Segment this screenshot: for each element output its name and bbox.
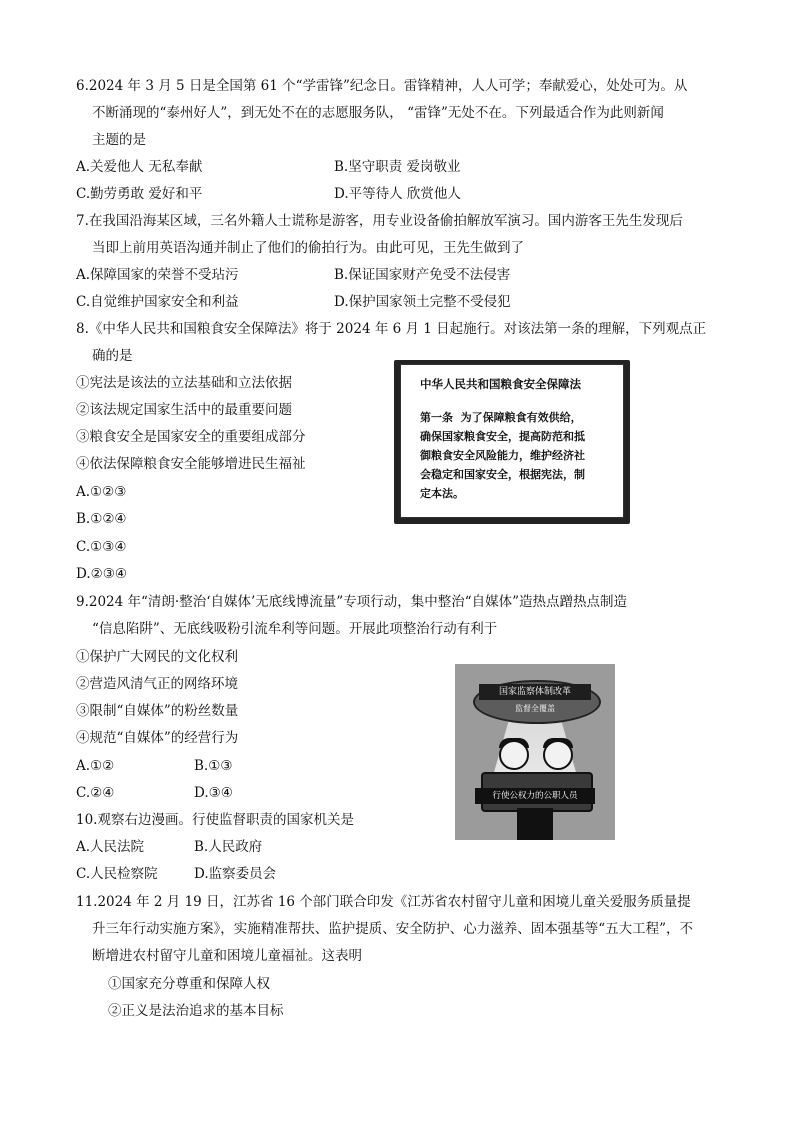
q6-stem-line-3: 主题的是 <box>92 132 146 148</box>
supervision-cartoon <box>455 664 615 840</box>
cartoon-banner: 国家监察体制改革 <box>479 684 591 700</box>
q10-option-a: A.人民法院 <box>76 839 145 855</box>
book-text: 第一条 为了保障粮食有效供给， 确保国家粮食安全，提高防范和抵 御粮食安全风险能力，维护经济社 会稳定和国家安全，根据宪法，制 定本法。 <box>420 411 585 500</box>
q11-stem-line-1: 11.2024 年 2 月 19 日，江苏省 16 个部门联合印发《江苏省农村留守儿童和困境儿童关爱服务质量提 <box>76 894 691 910</box>
q10-stem: 10.观察右边漫画。行使监督职责的国家机关是 <box>76 812 354 828</box>
q9-statement-2: ②营造风清气正的网络环境 <box>76 676 238 692</box>
q9-statement-1: ①保护广大网民的文化权利 <box>76 649 238 665</box>
q6-option-a: A.关爱他人 无私奉献 <box>76 159 203 175</box>
q8-statement-4: ④依法保障粮食安全能够增进民生福祉 <box>76 456 306 472</box>
cartoon-desk-plate: 行使公权力的公职人员 <box>475 788 595 804</box>
q10-option-b: B.人民政府 <box>194 839 263 855</box>
q9-stem-line-1: 9.2024 年“清朗·整治‘自媒体’无底线博流量”专项行动，集中整治“自媒体”造热点蹭热点制造 <box>76 594 628 610</box>
q9-statement-4: ④规范“自媒体”的经营行为 <box>76 730 239 746</box>
q8-stem-line-1: 8.《中华人民共和国粮食安全保障法》将于 2024 年 6 月 1 日起施行。对该法第一条的理解，下列观点正 <box>76 321 707 337</box>
q7-option-a: A.保障国家的荣誉不受玷污 <box>76 267 239 283</box>
q8-statement-3: ③粮食安全是国家安全的重要组成部分 <box>76 429 306 445</box>
q6-option-b: B.坚守职责 爱岗敬业 <box>334 159 461 175</box>
q7-stem-line-2: 当即上前用英语沟通并制止了他们的偷拍行为。由此可见，王先生做到了 <box>92 240 524 256</box>
q9-option-b: B.①③ <box>194 758 233 774</box>
q8-stem-line-2: 确的是 <box>92 348 133 364</box>
q10-option-d: D.监察委员会 <box>194 866 277 882</box>
q6-stem-line-1: 6.2024 年 3 月 5 日是全国第 61 个“学雷锋”纪念日。雷锋精神，人人可学；奉献爱心，处处可为。从 <box>76 78 688 94</box>
q10-option-c: C.人民检察院 <box>76 866 158 882</box>
q7-option-c: C.自觉维护国家安全和利益 <box>76 294 239 310</box>
q8-statement-1: ①宪法是该法的立法基础和立法依据 <box>76 375 292 391</box>
q7-option-d: D.保护国家领土完整不受侵犯 <box>334 294 511 310</box>
q8-statement-2: ②该法规定国家生活中的最重要问题 <box>76 402 292 418</box>
cartoon-subtitle: 监督全覆盖 <box>515 704 555 713</box>
q11-stem-line-3: 断增进农村留守儿童和困境儿童福祉。这表明 <box>92 948 362 964</box>
official-face-right <box>543 740 573 770</box>
q8-option-a: A.①②③ <box>76 484 127 500</box>
book-title: 中华人民共和国粮食安全保障法 <box>420 377 581 391</box>
q8-option-b: B.①②④ <box>76 511 127 527</box>
law-book-figure <box>394 360 630 524</box>
q9-option-c: C.②④ <box>76 785 115 801</box>
q8-option-c: C.①③④ <box>76 539 127 555</box>
q9-stem-line-2: “信息陷阱”、无底线吸粉引流牟利等问题。开展此项整治行动有利于 <box>92 621 498 637</box>
q11-stem-line-2: 升三年行动实施方案》，实施精准帮扶、监护提质、安全防护、心力滋养、固本强基等“五大工程”，不 <box>92 921 694 937</box>
cartoon-stand <box>517 808 553 840</box>
q6-stem-line-2: 不断涌现的“泰州好人”，到无处不在的志愿服务队， “雷锋”无处不在。下列最适合作为此则新闻 <box>92 105 664 121</box>
q11-statement-2: ②正义是法治追求的基本目标 <box>108 1003 284 1019</box>
official-face-left <box>499 740 529 770</box>
q11-statement-1: ①国家充分尊重和保障人权 <box>108 976 270 992</box>
q6-option-d: D.平等待人 欣赏他人 <box>334 186 461 202</box>
q9-option-a: A.①② <box>76 758 115 774</box>
q8-option-d: D.②③④ <box>76 566 127 582</box>
q9-statement-3: ③限制“自媒体”的粉丝数量 <box>76 703 239 719</box>
q7-stem-line-1: 7.在我国沿海某区域，三名外籍人士谎称是游客，用专业设备偷拍解放军演习。国内游客王先生发现后 <box>76 213 683 229</box>
q7-option-b: B.保证国家财产免受不法侵害 <box>334 267 511 283</box>
q9-option-d: D.③④ <box>194 785 233 801</box>
q6-option-c: C.勤劳勇敢 爱好和平 <box>76 186 203 202</box>
